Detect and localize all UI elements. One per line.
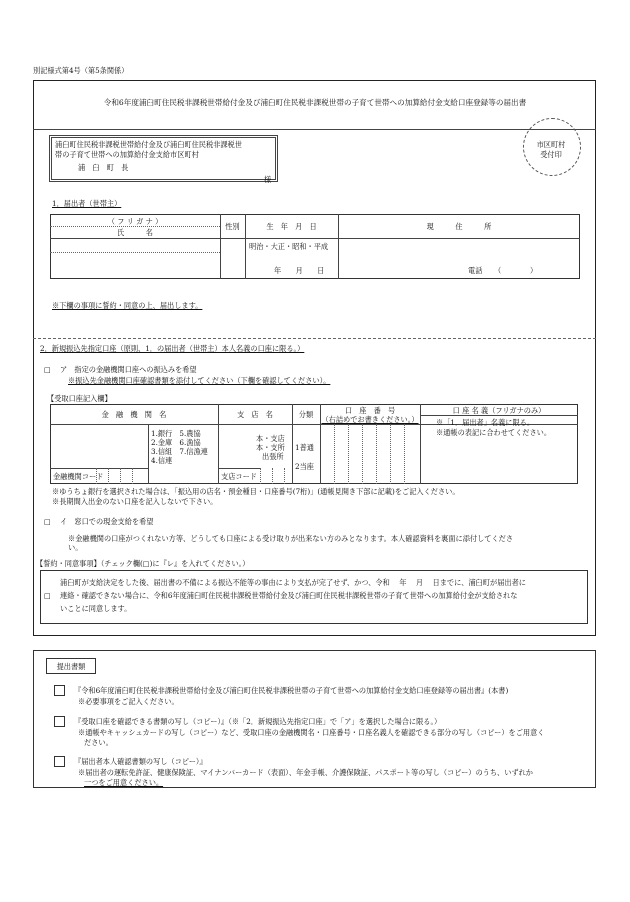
account-heading: 【受取口座記入欄】 xyxy=(47,394,112,403)
bank-code-label: 金融機関コード xyxy=(53,472,104,481)
option-b-label: イ 窓口での現金支給を希望 xyxy=(60,517,154,526)
col-holder-header: 口 座 名 義（フリガナのみ） xyxy=(452,406,546,415)
name-header: 氏 名 xyxy=(117,228,153,237)
col-type-header: 分類 xyxy=(298,410,314,419)
section2-heading: 2．新規振込先指定口座（原則、1．の届出者（世帯主）本人名義の口座に限る。） xyxy=(40,344,305,353)
document-checkbox-2[interactable] xyxy=(54,716,65,727)
consent-checkbox[interactable]: □ xyxy=(44,591,51,600)
option-a-checkbox[interactable]: □ xyxy=(44,365,51,374)
option-a-label: ア 指定の金融機関口座への振込みを希望 xyxy=(60,365,197,374)
document-checkbox-3[interactable] xyxy=(54,756,65,767)
mayor-label: 浦 臼 町 長 xyxy=(78,163,129,172)
col-bank-header: 金 融 機 関 名 xyxy=(101,410,167,419)
col-branch-header: 支 店 名 xyxy=(237,410,273,419)
birthdate-header: 生 年 月 日 xyxy=(266,222,317,231)
address-header: 現 住 所 xyxy=(426,222,492,231)
section1-heading: 1．届出者（世帯主） xyxy=(52,199,122,208)
document-checkbox-1[interactable] xyxy=(54,685,65,696)
phone-label: 電話 xyxy=(468,266,483,275)
branch-code-label: 支店コード xyxy=(221,472,257,481)
gender-header: 性別 xyxy=(225,222,240,231)
col-number-header: 口 座 番 号 xyxy=(344,406,396,415)
documents-heading: 提出書類 xyxy=(56,662,86,671)
oath-text: ※下欄の事項に誓約・同意の上、届出します。 xyxy=(52,301,203,310)
form-number: 別記様式第4号（第5条関係） xyxy=(33,66,129,75)
consent-heading: 【誓約・同意事項】（チェック欄(□)に『レ』を入れてください。） xyxy=(36,559,250,568)
option-b-checkbox[interactable]: □ xyxy=(44,517,51,526)
form-title: 令和6年度浦臼町住民税非課税世帯給付金及び浦臼町住民税非課税世帯の子育て世帯への加算給付金支給口座登録等の届出書 xyxy=(103,98,527,107)
